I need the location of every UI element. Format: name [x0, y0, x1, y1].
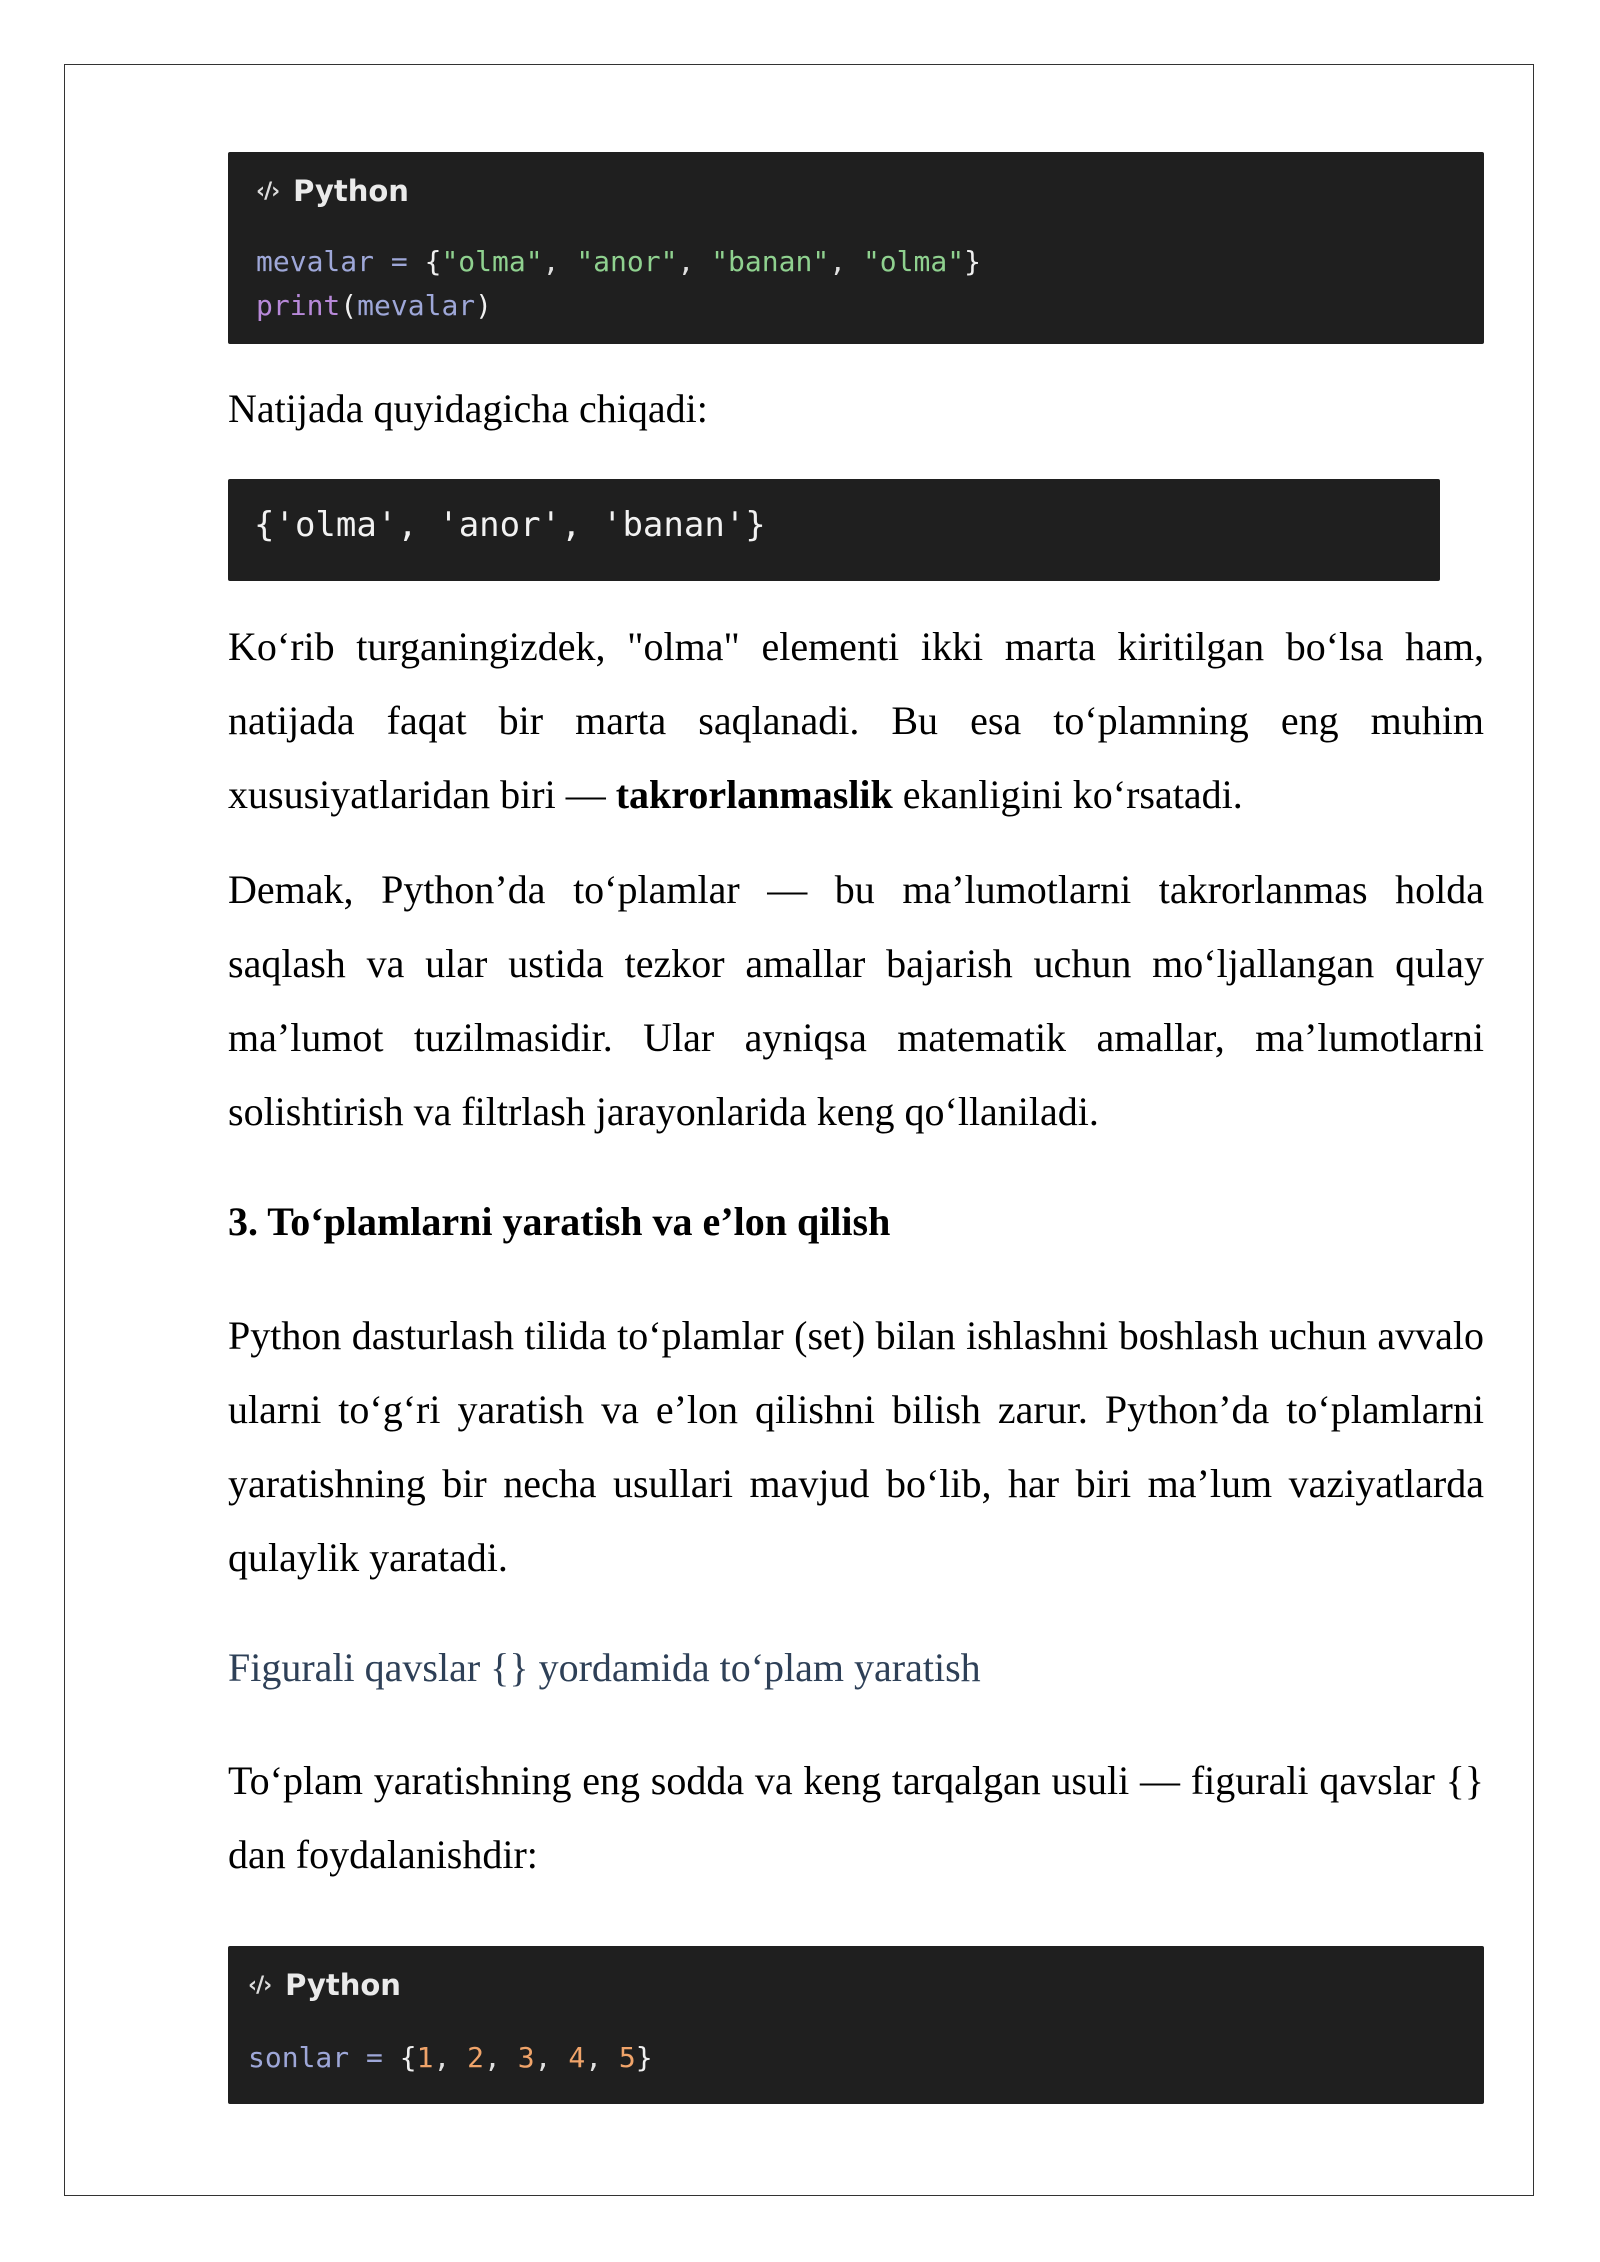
output-block	[228, 479, 1440, 581]
code-token: 1	[416, 2041, 434, 2074]
code-token: {	[424, 245, 442, 278]
code-brackets-icon: ‹/›	[248, 1972, 272, 1998]
paragraph-duplicates	[228, 610, 1484, 832]
code-lines	[248, 2036, 653, 2080]
code-brackets-icon: ‹/›	[256, 178, 280, 204]
code-token: ,	[534, 2041, 569, 2074]
code-header	[256, 174, 409, 208]
paragraph-text: ekanligini ko‘rsatadi.	[892, 772, 1243, 817]
code-token: 3	[517, 2041, 535, 2074]
code-token: ,	[542, 245, 577, 278]
section-heading: 3. To‘plamlarni yaratish va e’lon qilish	[228, 1199, 891, 1244]
bold-term: takrorlanmaslik	[615, 772, 893, 817]
code-token: "banan"	[711, 245, 830, 278]
code-token: sonlar	[248, 2041, 350, 2074]
code-lines	[256, 240, 981, 328]
code-block-python-mevalar	[228, 152, 1484, 344]
code-token: =	[374, 245, 425, 278]
code-token: (	[340, 289, 358, 322]
code-token: mevalar	[256, 245, 375, 278]
code-token: }	[964, 245, 981, 278]
code-header	[248, 1968, 401, 2002]
code-token: mevalar	[357, 289, 476, 322]
result-intro-text: Natijada quyidagicha chiqadi:	[228, 386, 708, 431]
code-language-label: Python	[285, 1968, 401, 2002]
code-token: ,	[829, 245, 863, 278]
code-token: }	[635, 2041, 653, 2074]
code-token: "olma"	[441, 245, 543, 278]
paragraph-summary: Demak, Python’da to‘plamlar — bu ma’lumotlarni takrorlanmas holda saqlash va ular ustida tezkor amallar bajarish uchun mo‘ljallangan qulay ma’lumot tuzilmasidir. Ular ayniqsa matematik amallar, ma’lumotlarni solishtirish va filtrlash jarayonlarida keng qo‘llaniladi.	[228, 867, 1484, 1134]
code-token: )	[475, 289, 493, 322]
subheading-curly-braces: Figurali qavslar {} yordamida to‘plam yaratish	[228, 1645, 981, 1690]
code-token: ,	[677, 245, 712, 278]
paragraph-curly-braces: To‘plam yaratishning eng sodda va keng tarqalgan usuli — figurali qavslar {} dan foydalanishdir:	[228, 1758, 1484, 1877]
output-text: {'olma', 'anor', 'banan'}	[254, 505, 766, 545]
code-language-label: Python	[293, 174, 409, 208]
code-token: 2	[467, 2041, 485, 2074]
paragraph-text: Ko‘rib turganingizdek, "olma" elementi ikki marta kiritilgan bo‘lsa ham, natijada faqat bir marta saqlanadi. Bu esa to‘plamning eng muhim xususiyatlaridan biri —	[228, 624, 1484, 817]
code-line	[248, 2041, 653, 2074]
code-token: ,	[484, 2041, 518, 2074]
code-block-python-sonlar	[228, 1946, 1484, 2104]
code-token: 5	[618, 2041, 636, 2074]
code-token: 4	[568, 2041, 586, 2074]
code-token: =	[349, 2041, 400, 2074]
code-line	[256, 245, 981, 278]
code-token: ,	[433, 2041, 468, 2074]
code-line	[256, 289, 492, 322]
paragraph-creation: Python dasturlash tilida to‘plamlar (set) bilan ishlashni boshlash uchun avvalo ularni to‘g‘ri yaratish va e’lon qilishni bilish zarur. Python’da to‘plamlarni yaratishning bir necha usullari mavjud bo‘lib, har biri ma’lum vaziyatlarda qulaylik yaratadi.	[228, 1313, 1484, 1580]
code-token: ,	[585, 2041, 619, 2074]
code-token: print	[256, 289, 341, 322]
code-token: "anor"	[576, 245, 678, 278]
code-token: {	[399, 2041, 417, 2074]
code-token: "olma"	[862, 245, 965, 278]
